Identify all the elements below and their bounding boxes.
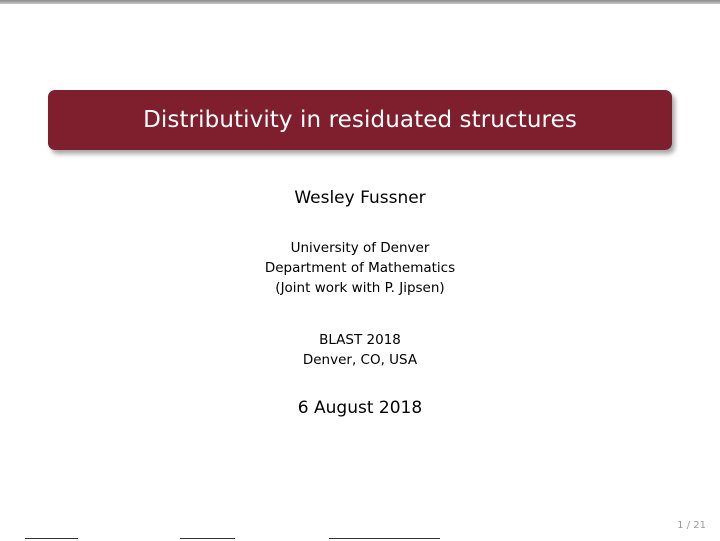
slide-title: Distributivity in residuated structures <box>143 107 577 133</box>
conference-name: BLAST 2018 <box>319 332 401 348</box>
page-number: 1 / 21 <box>677 520 706 531</box>
top-rule <box>0 0 720 4</box>
institute-line-joint-work: (Joint work with P. Jipsen) <box>275 280 445 296</box>
navigation-bar-section-3[interactable] <box>329 538 440 539</box>
navigation-bar-section-1[interactable] <box>25 538 78 539</box>
institute-line-department: Department of Mathematics <box>264 260 456 276</box>
conference-location: Denver, CO, USA <box>302 352 418 368</box>
presentation-date: 6 August 2018 <box>297 398 423 418</box>
title-box <box>48 90 672 150</box>
institute-line-university: University of Denver <box>290 240 430 256</box>
author-name: Wesley Fussner <box>294 188 426 208</box>
navigation-bar-section-2[interactable] <box>180 538 235 539</box>
